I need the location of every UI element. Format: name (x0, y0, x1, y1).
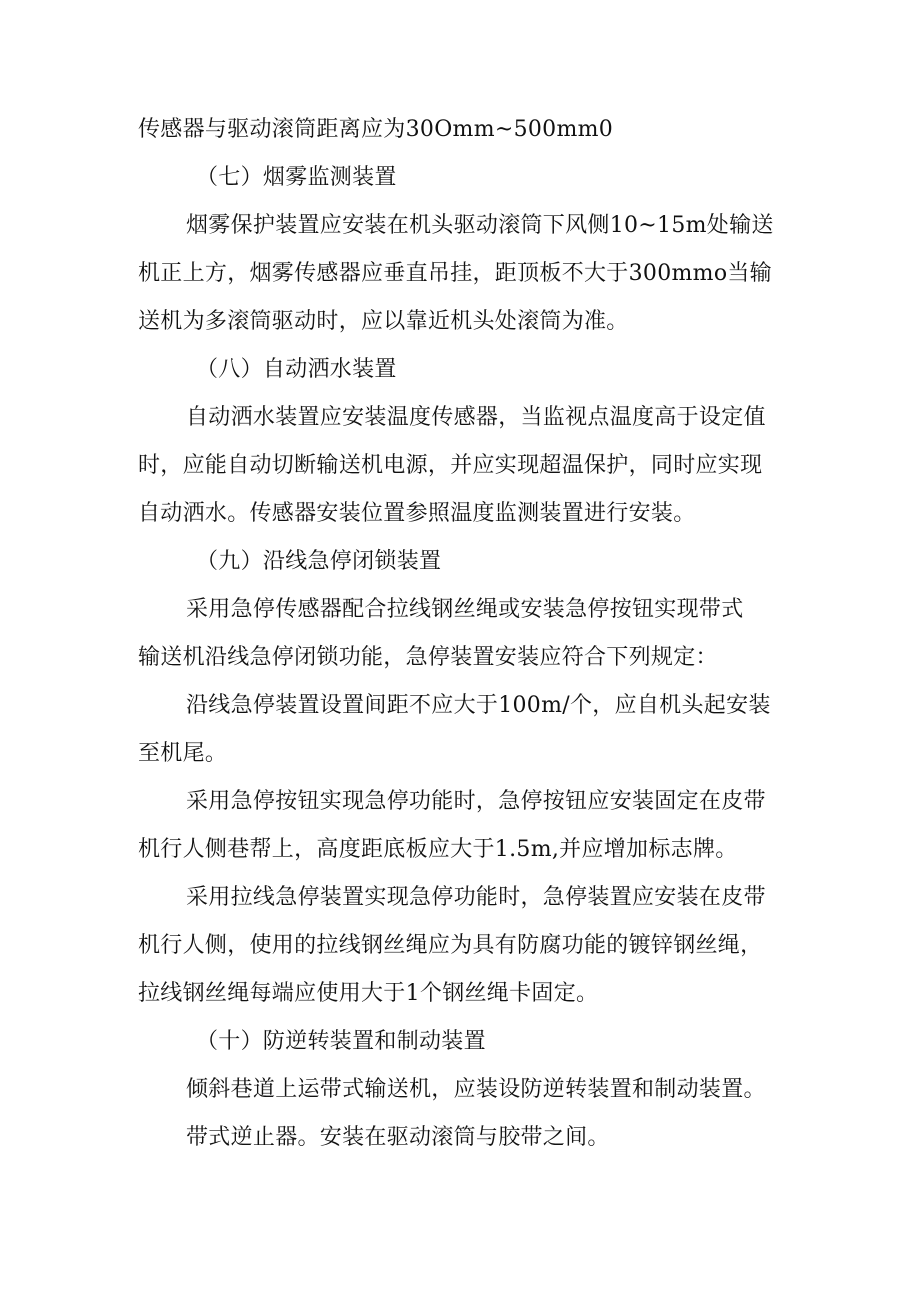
text-line: 送机为多滚筒驱动时，应以靠近机头处滚筒为准。 (138, 309, 629, 334)
text-line: 采用拉线急停装置实现急停功能时，急停装置应安装在皮带 (186, 885, 766, 910)
text-line: 自动洒水装置应安装温度传感器，当监视点温度高于设定值 (186, 405, 766, 430)
text-line: 带式逆止器。安装在驱动滚筒与胶带之间。 (186, 1125, 610, 1150)
text-line: 倾斜巷道上运带式输送机，应装设防逆转装置和制动装置。 (186, 1077, 766, 1102)
section-heading-8: （八）自动洒水装置 (196, 357, 397, 382)
text-line: 输送机沿线急停闭锁功能，急停装置安装应符合下列规定： (138, 645, 718, 670)
text-line: 传感器与驱动滚筒距离应为30Omm~500mm0 (138, 117, 614, 142)
text-line: 机行人侧，使用的拉线钢丝绳应为具有防腐功能的镀锌钢丝绳， (138, 933, 763, 958)
text-line: 机正上方，烟雾传感器应垂直吊挂，距顶板不大于300mmo当输 (138, 261, 772, 286)
text-line: 拉线钢丝绳每端应使用大于1个钢丝绳卡固定。 (138, 981, 599, 1006)
text-line: 采用急停按钮实现急停功能时，急停按钮应安装固定在皮带 (186, 789, 766, 814)
section-heading-7: （七）烟雾监测装置 (196, 165, 397, 190)
section-heading-9: （九）沿线急停闭锁装置 (196, 549, 442, 574)
text-line: 沿线急停装置设置间距不应大于100m/个，应自机头起安装 (186, 693, 771, 718)
text-line: 时，应能自动切断输送机电源，并应实现超温保护，同时应实现 (138, 453, 763, 478)
text-line: 烟雾保护装置应安装在机头驱动滚筒下风侧10~15m处输送 (186, 213, 774, 238)
text-line: 采用急停传感器配合拉线钢丝绳或安装急停按钮实现带式 (186, 597, 744, 622)
text-line: 至机尾。 (138, 741, 228, 766)
text-line: 机行人侧巷帮上，高度距底板应大于1.5m,并应增加标志牌。 (138, 837, 738, 862)
section-heading-10: （十）防逆转装置和制动装置 (196, 1029, 486, 1054)
text-line: 自动洒水。传感器安装位置参照温度监测装置进行安装。 (138, 501, 696, 526)
